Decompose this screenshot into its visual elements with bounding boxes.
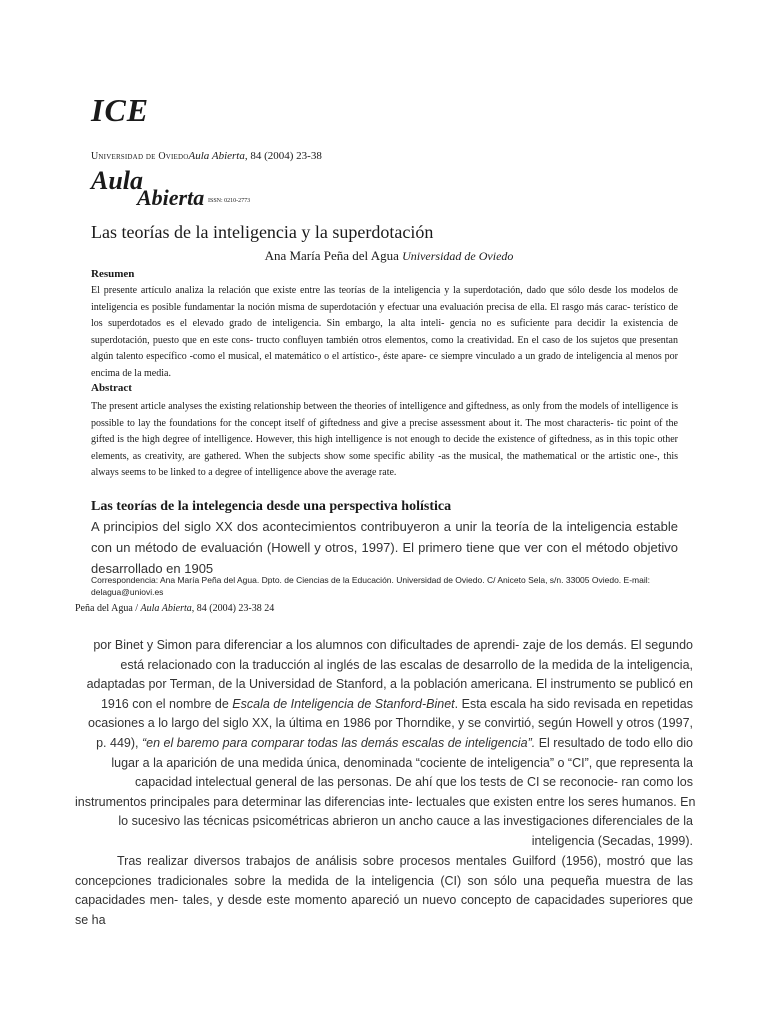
paragraph-line [75,695,693,715]
author-name: Ana María Peña del Agua [264,248,399,263]
paragraph-line [75,734,693,754]
running-head-journal: Aula Abierta [140,603,192,614]
ice-logo: ICE [91,92,150,128]
article-title: Las teorías de la inteligencia y la superdotación [91,222,434,242]
paragraph-line: capacidad intelectual general de las personas. De ahí que los tests de CI se reconocie- ran como los [135,775,693,790]
resumen-text: El presente artículo analiza la relación que existe entre las teorías de la inteligencia y la superdotación, dado que sólo desde los modelos de inteligencia es posible fundamentar la noción misma de superdotación y efectuar una evaluación precisa de ella. El rasgo más carac- terístico de los superdotados es el elevado grado de inteligencia. Sin embargo, la alta inteli- gencia no es suficiente para decidir la existencia de superdotación, puesto que en este cons- tructo confluyen también otros elementos, como la creatividad. En el caso de los sujetos que presentan algún talento específico -como el musical, el matemático o el artístico-, éste apare- ce siempre vinculado a un grado de inteligencia al menos por encima de la media. [91,285,678,379]
quote-italic: “en el baremo para comparar todas las demás escalas de inteligencia”. [141,735,536,750]
journal-name: Aula Abierta [188,150,245,162]
running-head-issue: , 84 (2004) 23-38 24 [191,603,275,614]
paragraph-line: está relacionado con la traducción al inglés de las escalas de desarrollo de la medida de la inteligencia, [120,657,693,672]
paragraph-line: por Binet y Simon para diferenciar a los alumnos con dificultades de aprendi- zaje de los demás. El segundo [93,638,693,652]
section-intro-text: A principios del siglo XX dos acontecimientos contribuyeron a unir la teoría de la inteligencia estable con un método de evaluación (Howell y otros, 1997). El primero tiene que ver con el método objetivo desarrollado en 1905 [91,519,678,576]
issn: ISSN: 0210-2773 [208,198,251,204]
paragraph-line: ocasiones a lo largo del siglo XX, la última en 1986 por Thorndike, y se convirtió, según Howell y otros (1997, [88,716,693,731]
abstract-text: The present article analyses the existing relationship between the theories of intelligence and giftedness, as only from the models of intelligence is possible to lay the foundations for the concept itself of giftedness and give a precise assessment about it. The most characteris- tic point of the gifted is the high degree of intelligence. However, this high intelligence is not enough to decide the existence of giftedness, as in this topic other elements, as creativity, are gathered. When the subjects show some specific ability -as the musical, the mathematical or the artistic one-, this always seems to be linked to a degree of intelligence above the average rate. [91,401,678,478]
text-run: 1916 con el nombre de [100,696,233,711]
paragraph-line: lo sucesivo las técnicas psicométricas abrieron un ancho cauce a las investigaciones diferenciales de la [118,814,693,829]
paragraph-line: inteligencia (Secadas, 1999). [531,833,693,848]
journal-reference [91,150,322,162]
resumen-heading: Resumen [91,268,135,280]
correspondence-footnote: Correspondencia: Ana María Peña del Agua. Dpto. de Ciencias de la Educación. Universidad de Oviedo. C/ Aniceto Sela, s/n. 33005 Oviedo. E-mail: delagua@uniovi.es [91,575,650,597]
text-run: El resultado de todo ello dio [535,735,693,750]
text-run: p. 449), [96,735,142,750]
running-head-author: Peña del Agua / [75,603,141,614]
scale-name-italic: Escala de Inteligencia de Stanford-Binet [232,696,455,711]
paragraph-line: instrumentos principales para determinar las diferencias inte- lectuales que existen entre los seres humanos. En [75,794,696,809]
aula-logo-word: Aula [91,166,144,195]
author-affiliation: Universidad de Oviedo [402,249,514,263]
journal-issue: , 84 (2004) 23-38 [244,150,322,162]
paragraph-line: adaptadas por Terman, de la Universidad de Stanford, a la población americana. El instrumento se publicó en [86,677,693,692]
text-run: . Esta escala ha sido revisada en repetidas [454,696,693,711]
section-heading: Las teorías de la intelegencia desde una perspectiva holística [91,499,452,514]
author-line [91,248,687,264]
abierta-logo-word: Abierta [137,185,205,210]
university-name: Universidad de Oviedo [91,151,189,162]
paragraph-line: lugar a la aparición de una medida única, denominada “cociente de inteligencia” o “CI”, que representa la [111,755,693,770]
running-head [75,603,274,614]
paragraph-2-text: Tras realizar diversos trabajos de análisis sobre procesos mentales Guilford (1956), mostró que las concepciones tradicionales sobre la medida de la inteligencia (CI) son sólo una pequeña muestra de las capacidades men- tales, y desde este momento apareció un nuevo concepto de capacidades superiores que se ha [75,854,693,927]
body-paragraph-2 [75,852,693,930]
body-paragraph-1 [75,636,696,852]
abstract-heading: Abstract [91,382,132,394]
